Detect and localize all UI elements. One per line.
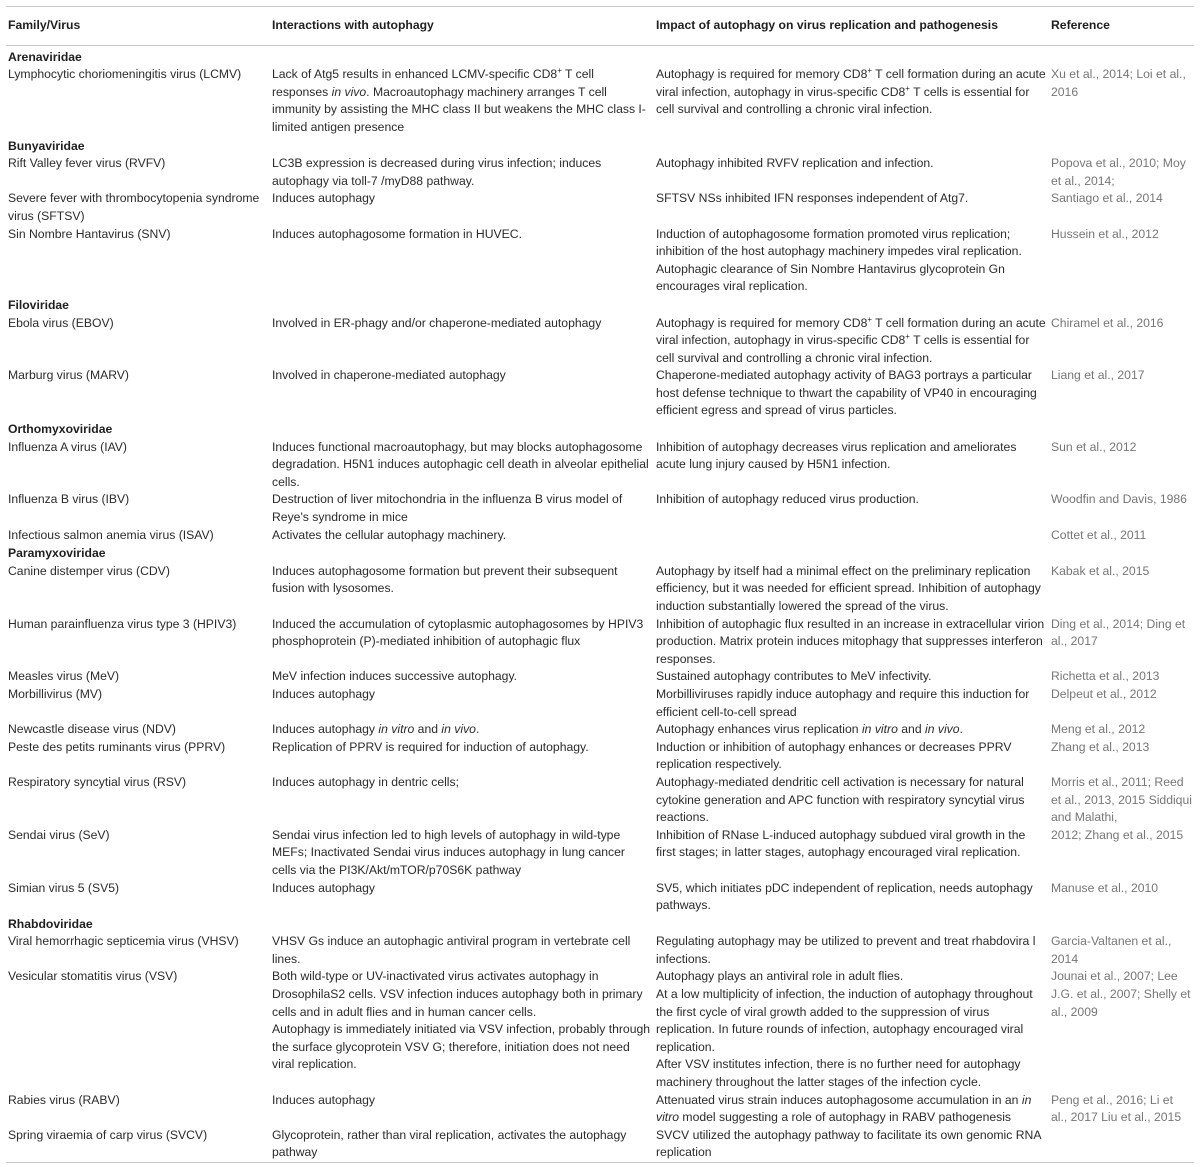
interactions-cell: Activates the cellular autophagy machinery. (272, 527, 507, 542)
virus-name: Infectious salmon anemia virus (ISAV) (8, 527, 214, 542)
reference-cell: Santiago et al., 2014 (1051, 191, 1163, 206)
virus-name: Sin Nombre Hantavirus (SNV) (8, 226, 171, 241)
family-row (6, 915, 1194, 934)
interactions-cell: Both wild-type or UV-inactivated virus activates autophagy in DrosophilaS2 cells. VSV infection induces autophagy both in primary cells and in adult flies and in human cancer cells. Autophagy is immediately initiated via VSV infection, probably through the surface glycoprotein VSV G; therefore, initiation does not need viral replication. (272, 969, 651, 1072)
virus-row (6, 563, 1194, 616)
virus-row (6, 367, 1194, 420)
family-row (6, 45, 1194, 66)
virus-row (6, 721, 1194, 739)
virus-name: Influenza B virus (IBV) (8, 492, 130, 507)
virus-name: Morbillivirus (MV) (8, 686, 103, 701)
impact-cell: Autophagy is required for memory CD8+ T cell formation during an acute viral infection, autophagy in virus-specific CD8+ T cells is essential for cell survival and controlling a chronic viral infection. (656, 314, 1046, 365)
impact-cell: SV5, which initiates pDC independent of replication, needs autophagy pathways. (656, 880, 1033, 913)
interactions-cell: Induces autophagy (272, 1092, 375, 1107)
virus-name: Spring viraemia of carp virus (SVCV) (8, 1127, 208, 1142)
header-interactions: Interactions with autophagy (270, 7, 654, 46)
virus-row (6, 315, 1194, 368)
impact-cell: Inhibition of autophagy reduced virus production. (656, 492, 919, 507)
reference-cell: Chiramel et al., 2016 (1051, 315, 1164, 330)
virus-row (6, 439, 1194, 492)
family-row (6, 137, 1194, 156)
interactions-cell: Involved in ER-phagy and/or chaperone-mediated autophagy (272, 315, 602, 330)
bottom-rule-cell (6, 1163, 1194, 1165)
reference-cell: Delpeut et al., 2012 (1051, 686, 1157, 701)
reference-cell: 2012; Zhang et al., 2015 (1051, 827, 1184, 842)
reference-cell: Richetta et al., 2013 (1051, 669, 1160, 684)
impact-cell: Autophagy is required for memory CD8+ T cell formation during an acute viral infection, autophagy in virus-specific CD8+ T cells is essential for cell survival and controlling a chronic viral infection. (656, 66, 1046, 117)
reference-cell: Sun et al., 2012 (1051, 439, 1137, 454)
reference-cell: Manuse et al., 2010 (1051, 880, 1159, 895)
impact-cell: SVCV utilized the autophagy pathway to facilitate its own genomic RNA replication (656, 1127, 1041, 1160)
reference-cell: Ding et al., 2014; Ding et al., 2017 (1051, 616, 1186, 649)
interactions-cell: Destruction of liver mitochondria in the influenza B virus model of Reye's syndrome in mice (272, 492, 623, 525)
family-name: Rhabdoviridae (8, 916, 93, 931)
reference-cell: Liang et al., 2017 (1051, 368, 1145, 383)
interactions-cell: LC3B expression is decreased during virus infection; induces autophagy via toll-7 /myD88 pathway. (272, 156, 602, 188)
reference-cell: Garcia-Valtanen et al., 2014 (1051, 934, 1172, 966)
reference-cell: Jounai et al., 2007; Lee J.G. et al., 2007; Shelly et al., 2009 (1051, 969, 1191, 1019)
virus-row (6, 827, 1194, 880)
impact-cell: Induction or inhibition of autophagy enhances or decreases PPRV replication respectively. (656, 739, 1012, 772)
family-name: Paramyxoviridae (8, 546, 106, 561)
family-name: Bunyaviridae (8, 138, 85, 153)
impact-cell: Chaperone-mediated autophagy activity of BAG3 portrays a particular host defense technique to thwart the capability of VP40 in encouraging efficient egress and spread of virus particles. (656, 368, 1037, 418)
reference-cell: Kabak et al., 2015 (1051, 563, 1150, 578)
virus-row (6, 527, 1194, 545)
virus-name: Respiratory syncytial virus (RSV) (8, 774, 187, 789)
interactions-cell: VHSV Gs induce an autophagic antiviral program in vertebrate cell lines. (272, 934, 631, 966)
impact-cell: Autophagy plays an antiviral role in adult flies. At a low multiplicity of infection, the induction of autophagy throughout the first cycle of viral growth added to the suppression of virus replication. In future rounds of infection, autophagy encouraged viral replication. After VSV institutes infection, there is no further need for autophagy machinery throughout the latter stages of the infection cycle. (656, 969, 1033, 1090)
virus-row (6, 616, 1194, 669)
impact-cell (654, 527, 1049, 545)
virus-name: Sendai virus (SeV) (8, 827, 110, 842)
family-row (6, 544, 1194, 563)
virus-row (6, 1127, 1194, 1163)
reference-cell: Meng et al., 2012 (1051, 722, 1146, 737)
impact-cell: SFTSV NSs inhibited IFN responses independent of Atg7. (656, 191, 969, 206)
virus-row (6, 1092, 1194, 1127)
interactions-cell: MeV infection induces successive autophagy. (272, 669, 518, 684)
impact-cell: Autophagy by itself had a minimal effect on the preliminary replication efficiency, but it was needed for efficient spread. Inhibition of autophagy induction substantially lowered the spread of the virus. (656, 563, 1041, 613)
interactions-cell: Glycoprotein, rather than viral replication, activates the autophagy pathway (272, 1127, 627, 1160)
autophagy-virus-table (6, 6, 1194, 1164)
impact-cell: Autophagy enhances virus replication in vitro and in vivo. (656, 722, 963, 737)
reference-cell: Morris et al., 2011; Reed et al., 2013, 2015 Siddiqui and Malathi, (1051, 774, 1192, 825)
virus-row (6, 491, 1194, 526)
impact-cell: Inhibition of autophagic flux resulted in an increase in extracellular virion production. Matrix protein induces mitophagy that suppresses interferon responses. (656, 616, 1045, 666)
impact-cell: Inhibition of autophagy decreases virus replication and ameliorates acute lung injury caused by H5N1 infection. (656, 439, 1017, 472)
virus-row (6, 774, 1194, 827)
virus-name: Vesicular stomatitis virus (VSV) (8, 969, 178, 984)
table-body (6, 45, 1194, 1164)
reference-cell: Woodfin and Davis, 1986 (1051, 492, 1187, 507)
interactions-cell: Induces autophagy (272, 191, 375, 206)
virus-row (6, 739, 1194, 774)
reference-cell: Zhang et al., 2013 (1051, 739, 1150, 754)
family-row (6, 420, 1194, 439)
header-family: Family/Virus (6, 7, 270, 46)
virus-name: Ebola virus (EBOV) (8, 315, 114, 330)
virus-row (6, 190, 1194, 225)
interactions-cell: Induces autophagy in dentric cells; (272, 774, 459, 789)
impact-cell: Induction of autophagosome formation promoted virus replication; inhibition of the host autophagy machinery impedes viral replication. Autophagic clearance of Sin Nombre Hantavirus glycoprotein Gn encourages viral replication. (656, 226, 1022, 294)
header-reference: Reference (1049, 7, 1194, 46)
virus-name: Canine distemper virus (CDV) (8, 563, 170, 578)
interactions-cell: Induces autophagosome formation in HUVEC. (272, 226, 522, 241)
virus-row (6, 66, 1194, 136)
virus-row (6, 155, 1194, 190)
reference-cell: Xu et al., 2014; Loi et al., 2016 (1051, 67, 1186, 99)
virus-name: Influenza A virus (IAV) (8, 439, 127, 454)
impact-cell: Regulating autophagy may be utilized to prevent and treat rhabdovira l infections. (656, 934, 1036, 966)
virus-name: Peste des petits ruminants virus (PPRV) (8, 739, 226, 754)
virus-row (6, 686, 1194, 721)
impact-cell: Sustained autophagy contributes to MeV infectivity. (656, 669, 932, 684)
table-header-row (6, 7, 1194, 46)
reference-cell: Peng et al., 2016; Li et al., 2017 Liu et al., 2015 (1051, 1092, 1182, 1125)
reference-cell: Hussein et al., 2012 (1051, 226, 1159, 241)
reference-cell: Cottet et al., 2011 (1051, 527, 1147, 542)
virus-name: Measles virus (MeV) (8, 669, 120, 684)
reference-cell: Popova et al., 2010; Moy et al., 2014; (1051, 156, 1186, 188)
impact-cell: Attenuated virus strain induces autophagosome accumulation in an in vitro model suggesting a role of autophagy in RABV pathogenesis (656, 1092, 1032, 1125)
interactions-cell: Induced the accumulation of cytoplasmic autophagosomes by HPIV3 phosphoprotein (P)-mediated inhibition of autophagic flux (272, 616, 644, 649)
virus-name: Newcastle disease virus (NDV) (8, 722, 176, 737)
interactions-cell: Induces autophagy (272, 686, 375, 701)
virus-name: Severe fever with thrombocytopenia syndrome virus (SFTSV) (8, 191, 260, 223)
interactions-cell: Induces autophagy in vitro and in vivo. (272, 722, 480, 737)
family-name: Arenaviridae (8, 49, 82, 64)
family-name: Filoviridae (8, 297, 69, 312)
virus-row (6, 968, 1194, 1091)
interactions-cell: Lack of Atg5 results in enhanced LCMV-specific CD8+ T cell responses in vivo. Macroautophagy machinery arranges T cell immunity by assisting the MHC class II but weakens the MHC class I-limited antigen presence (272, 66, 646, 134)
virus-name: Marburg virus (MARV) (8, 368, 129, 383)
family-name: Orthomyxoviridae (8, 422, 113, 437)
interactions-cell: Induces autophagosome formation but prevent their subsequent fusion with lysosomes. (272, 563, 618, 596)
header-impact: Impact of autophagy on virus replication and pathogenesis (654, 7, 1049, 46)
virus-name: Human parainfluenza virus type 3 (HPIV3) (8, 616, 237, 631)
virus-name: Simian virus 5 (SV5) (8, 880, 120, 895)
virus-row (6, 226, 1194, 296)
family-row (6, 296, 1194, 315)
interactions-cell: Induces autophagy (272, 880, 375, 895)
impact-cell: Autophagy inhibited RVFV replication and infection. (656, 156, 934, 171)
impact-cell: Morbilliviruses rapidly induce autophagy and require this induction for efficient cell-to-cell spread (656, 686, 1030, 719)
virus-name: Lymphocytic choriomeningitis virus (LCMV) (8, 67, 242, 82)
interactions-cell: Induces functional macroautophagy, but may blocks autophagosome degradation. H5N1 induces autophagic cell death in alveolar epithelial cells. (272, 439, 649, 489)
virus-name: Viral hemorrhagic septicemia virus (VHSV) (8, 934, 239, 949)
virus-row (6, 933, 1194, 968)
impact-cell: Inhibition of RNase L-induced autophagy subdued viral growth in the first stages; in latter stages, autophagy encouraged viral replication. (656, 827, 1026, 860)
virus-name: Rift Valley fever virus (RVFV) (8, 156, 166, 171)
impact-cell: Autophagy-mediated dendritic cell activation is necessary for natural cytokine generation and APC function with respiratory syncytial virus reactions. (656, 774, 1025, 825)
table-bottom-rule (6, 1163, 1194, 1165)
virus-name: Rabies virus (RABV) (8, 1092, 120, 1107)
reference-cell (1049, 1127, 1194, 1163)
interactions-cell: Involved in chaperone-mediated autophagy (272, 368, 506, 383)
interactions-cell: Replication of PPRV is required for induction of autophagy. (272, 739, 589, 754)
virus-row (6, 880, 1194, 915)
interactions-cell: Sendai virus infection led to high levels of autophagy in wild-type MEFs; Inactivated Sendai virus induces autophagy in lung cancer cells via the PI3K/Akt/mTOR/p70S6K pathway (272, 827, 625, 877)
virus-row (6, 668, 1194, 686)
